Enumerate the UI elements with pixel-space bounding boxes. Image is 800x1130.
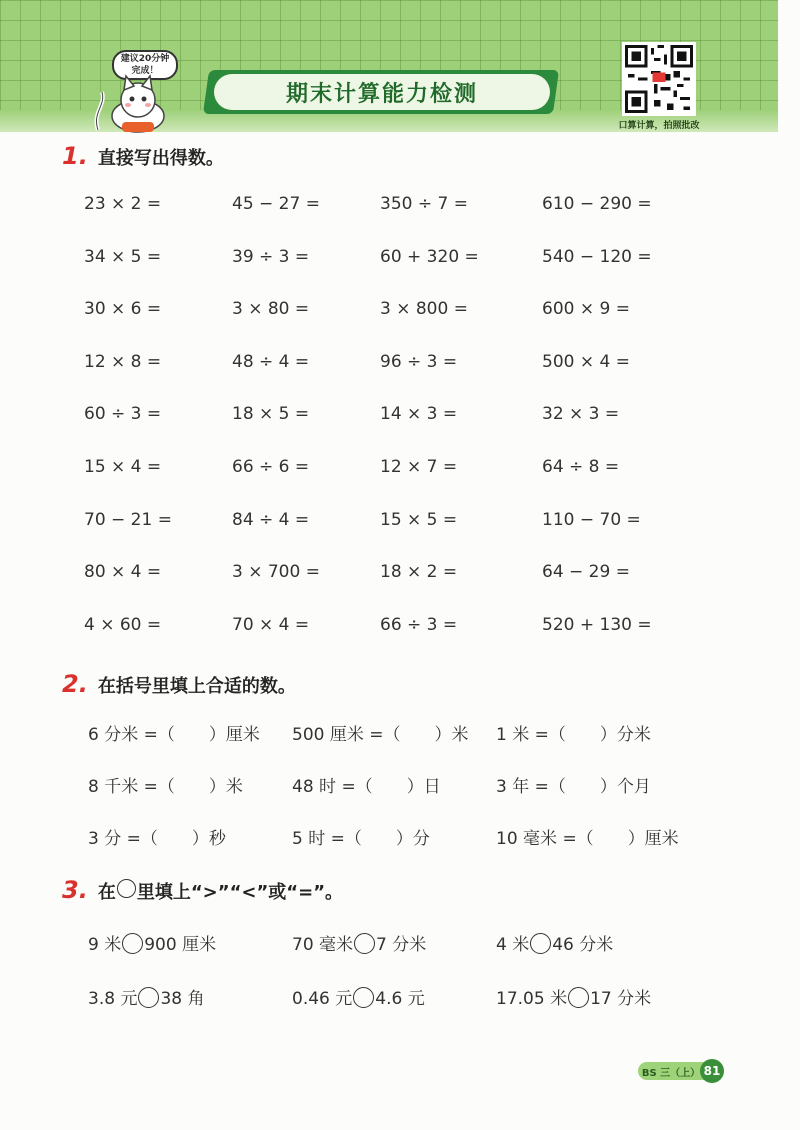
arith-problem: 66 ÷ 3 = <box>380 614 458 635</box>
arith-problem: 520 + 130 = <box>542 614 652 635</box>
page-number: 81 <box>700 1059 724 1083</box>
arith-problem: 80 × 4 = <box>84 562 162 583</box>
section1-title: 直接写出得数。 <box>97 148 224 169</box>
problem-right: ）厘米 <box>627 829 679 849</box>
arith-problem: 60 ÷ 3 = <box>84 404 162 425</box>
arith-problem: 84 ÷ 4 = <box>232 509 310 530</box>
compare-circle-input[interactable] <box>530 933 551 954</box>
arith-problem: 110 − 70 = <box>542 509 641 530</box>
comparison-problem <box>496 984 651 1009</box>
circle-icon <box>117 879 136 898</box>
compare-right: 17 分米 <box>590 989 652 1009</box>
problem-left: 5 时 =（ <box>292 829 362 849</box>
unit-conversion-problem <box>496 824 679 849</box>
problem-right: ）个月 <box>599 777 651 797</box>
page-title: 期末计算能力检测 <box>214 74 550 110</box>
arith-problem: 70 − 21 = <box>84 509 172 530</box>
arith-problem: 30 × 6 = <box>84 299 162 320</box>
qr-code-icon[interactable] <box>622 42 696 116</box>
unit-conversion-problem <box>292 772 441 797</box>
arith-problem: 3 × 700 = <box>232 562 320 583</box>
problem-left: 48 时 =（ <box>292 777 373 797</box>
arith-problem: 350 ÷ 7 = <box>380 194 468 214</box>
section3-heading <box>62 876 343 904</box>
problem-left: 500 厘米 =（ <box>292 725 401 745</box>
unit-conversion-problem <box>292 720 469 745</box>
comparison-problem <box>292 930 426 955</box>
arith-problem: 64 − 29 = <box>542 562 630 583</box>
unit-conversion-problem <box>88 824 226 849</box>
arith-problem: 23 × 2 = <box>84 194 162 214</box>
problem-left: 6 分米 =（ <box>88 725 175 745</box>
section3-number: 3. <box>62 876 88 904</box>
arith-problem: 32 × 3 = <box>542 404 620 425</box>
problem-right: ）日 <box>406 777 441 797</box>
arith-problem: 4 × 60 = <box>84 614 162 635</box>
problem-left: 3 分 =（ <box>88 829 158 849</box>
problem-right: ）米 <box>434 725 469 745</box>
cat-mascot-icon <box>88 72 180 134</box>
compare-circle-input[interactable] <box>354 933 375 954</box>
section2-title: 在括号里填上合适的数。 <box>97 676 296 697</box>
compare-circle-input[interactable] <box>568 987 589 1008</box>
section1-number: 1. <box>62 142 88 170</box>
unit-conversion-problem <box>496 720 651 745</box>
problem-right: ）分米 <box>599 725 651 745</box>
arith-problem: 610 − 290 = <box>542 194 652 214</box>
problem-left: 1 米 =（ <box>496 725 566 745</box>
compare-left: 0.46 元 <box>292 989 353 1009</box>
problem-left: 10 毫米 =（ <box>496 829 594 849</box>
speech-bubble-text: 建议20分钟完成！ <box>120 54 170 76</box>
problem-left: 3 年 =（ <box>496 777 566 797</box>
arith-problem: 96 ÷ 3 = <box>380 351 458 372</box>
compare-right: 4.6 元 <box>375 989 425 1009</box>
compare-right: 900 厘米 <box>144 935 217 955</box>
qr-caption: 口算计算，拍照批改 <box>618 121 700 131</box>
arith-problem: 15 × 4 = <box>84 457 162 477</box>
arith-problem: 60 + 320 = <box>380 246 479 267</box>
footer-badge: BS 三（上） <box>638 1062 704 1080</box>
section3-title-suffix: 里填上“>”“<”或“=”。 <box>136 882 344 903</box>
problem-right: ）厘米 <box>208 725 260 745</box>
arith-problem: 12 × 8 = <box>84 351 162 372</box>
problem-left: 8 千米 =（ <box>88 777 175 797</box>
unit-conversion-problem <box>292 824 430 849</box>
problem-right: ）秒 <box>191 829 226 849</box>
compare-circle-input[interactable] <box>353 987 374 1008</box>
arith-problem: 500 × 4 = <box>542 351 630 372</box>
comparison-problem <box>88 930 216 955</box>
compare-circle-input[interactable] <box>122 933 143 954</box>
arith-problem: 14 × 3 = <box>380 404 458 425</box>
arith-problem: 12 × 7 = <box>380 457 458 477</box>
compare-left: 9 米 <box>88 935 122 955</box>
arith-problem: 3 × 80 = <box>232 299 310 320</box>
unit-conversion-problem <box>88 720 260 745</box>
unit-conversion-problem <box>88 772 243 797</box>
problem-right: ）分 <box>395 829 430 849</box>
compare-right: 38 角 <box>160 989 205 1009</box>
arith-problem: 66 ÷ 6 = <box>232 457 310 477</box>
arith-problem: 64 ÷ 8 = <box>542 457 620 477</box>
arith-problem: 48 ÷ 4 = <box>232 351 310 372</box>
compare-right: 46 分米 <box>552 935 614 955</box>
section2-number: 2. <box>62 670 88 698</box>
unit-conversion-problem <box>496 772 651 797</box>
arith-problem: 18 × 5 = <box>232 404 310 425</box>
compare-left: 17.05 米 <box>496 989 568 1009</box>
arith-problem: 70 × 4 = <box>232 614 310 635</box>
compare-left: 70 毫米 <box>292 935 354 955</box>
section1-heading <box>62 142 224 170</box>
arith-problem: 3 × 800 = <box>380 299 468 320</box>
arith-problem: 600 × 9 = <box>542 299 630 320</box>
arith-problem: 15 × 5 = <box>380 509 458 530</box>
arith-problem: 34 × 5 = <box>84 246 162 267</box>
problem-right: ）米 <box>208 777 243 797</box>
arith-problem: 45 − 27 = <box>232 194 320 214</box>
section2-heading <box>62 670 296 698</box>
arith-problem: 39 ÷ 3 = <box>232 246 310 267</box>
section3-title-prefix: 在 <box>97 882 116 903</box>
compare-left: 3.8 元 <box>88 989 138 1009</box>
compare-left: 4 米 <box>496 935 530 955</box>
arith-problem: 18 × 2 = <box>380 562 458 583</box>
comparison-problem <box>88 984 205 1009</box>
compare-circle-input[interactable] <box>138 987 159 1008</box>
comparison-problem <box>496 930 613 955</box>
comparison-problem <box>292 984 425 1009</box>
arith-problem: 540 − 120 = <box>542 246 652 267</box>
compare-right: 7 分米 <box>376 935 427 955</box>
